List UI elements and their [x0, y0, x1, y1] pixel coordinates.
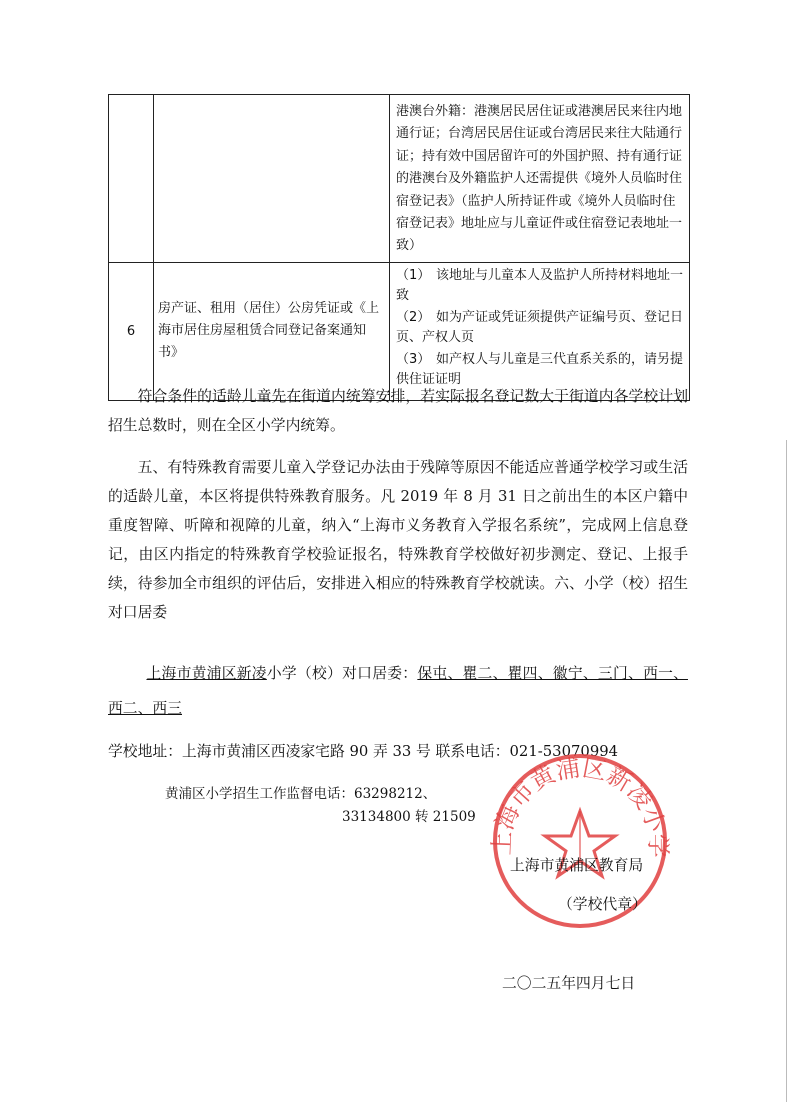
materials-table — [108, 94, 690, 401]
catchment-label: 小学（校）对口居委： — [266, 665, 418, 682]
table-cell-number — [109, 95, 154, 263]
school-name: 上海市黄浦区新凌 — [146, 665, 267, 682]
requirement-item — [396, 266, 683, 306]
address-line: 学校地址：上海市黄浦区西凌家宅路 90 弄 33 号 联系电话：021-53070994 — [108, 743, 619, 760]
table-row — [109, 262, 690, 400]
paragraph-special-education: 五、有特殊教育需要儿童入学登记办法由于残障等原因不能适应普通学校学习或生活的适龄儿童，本区将提供特殊教育服务。凡 2019 年 8 月 31 日之前出生的本区户籍中重度智障、听障和视障的儿童，纳入“上海市义务教育入学报名系统”，完成网上信息登记，由区内指定的特殊教育学校验证报名，特殊教育学校做好初步测定、登记、上报手续，待参加全市组织的评估后，安排进入相应的特殊教育学校就读。六、小学（校）招生对口居委 — [108, 459, 688, 621]
item-number: （2） — [396, 309, 431, 325]
issue-date: 二〇二五年四月七日 — [502, 975, 636, 992]
school-seal-note: （学校代章） — [558, 896, 647, 913]
paragraph-allocation: 符合条件的适龄儿童先在街道内统筹安排，若实际报名登记数大于街道内各学校计划招生总数时，则在全区小学内统筹。 — [108, 388, 688, 434]
supervision-line-1: 黄浦区小学招生工作监督电话：63298212、 — [165, 786, 437, 802]
table-cell-requirement — [390, 95, 690, 263]
item-number: （3） — [396, 351, 431, 367]
issuing-bureau: 上海市黄浦区教育局 — [510, 857, 644, 874]
table-cell-requirement — [390, 262, 690, 400]
material-text: 房产证、租用（居住）公房凭证或《上海市居住房屋租赁合同登记备案通知书》 — [154, 262, 390, 400]
catchment-line — [108, 656, 688, 726]
supervision-phone — [165, 783, 476, 829]
requirement-item — [396, 308, 683, 348]
supervision-line-2: 33134800 转 21509 — [342, 809, 476, 825]
item-text: 如为产证或凭证须提供产证编号页、登记日页、产权人页 — [396, 309, 684, 345]
item-number: （1） — [396, 267, 431, 283]
seal-text: 上海市黄浦区新凌小学 — [487, 753, 673, 858]
requirement-text: 港澳台外籍：港澳居民居住证或港澳居民来往内地通行证；台湾居民居住证或台湾居民来往大陆通行证；持有效中国居留许可的外国护照、持有通行证的港澳台及外籍监护人还需提供《境外人员临时住宿登记表》（监护人所持证件或《境外人员临时住宿登记表》地址应与儿童证件或住宿登记表地址一致） — [396, 104, 683, 254]
table-row — [109, 95, 690, 263]
item-text: 如产权人与儿童是三代直系关系的，请另提供住证证明 — [396, 351, 684, 387]
committee-list: 保屯、瞿二、瞿四、徽宁、三门、西一、西二、西三 — [108, 665, 688, 717]
page-edge-divider — [786, 440, 787, 1102]
item-text: 该地址与儿童本人及监护人所持材料地址一致 — [396, 267, 684, 303]
table-cell-material — [154, 95, 390, 263]
row-number: 6 — [109, 262, 154, 400]
